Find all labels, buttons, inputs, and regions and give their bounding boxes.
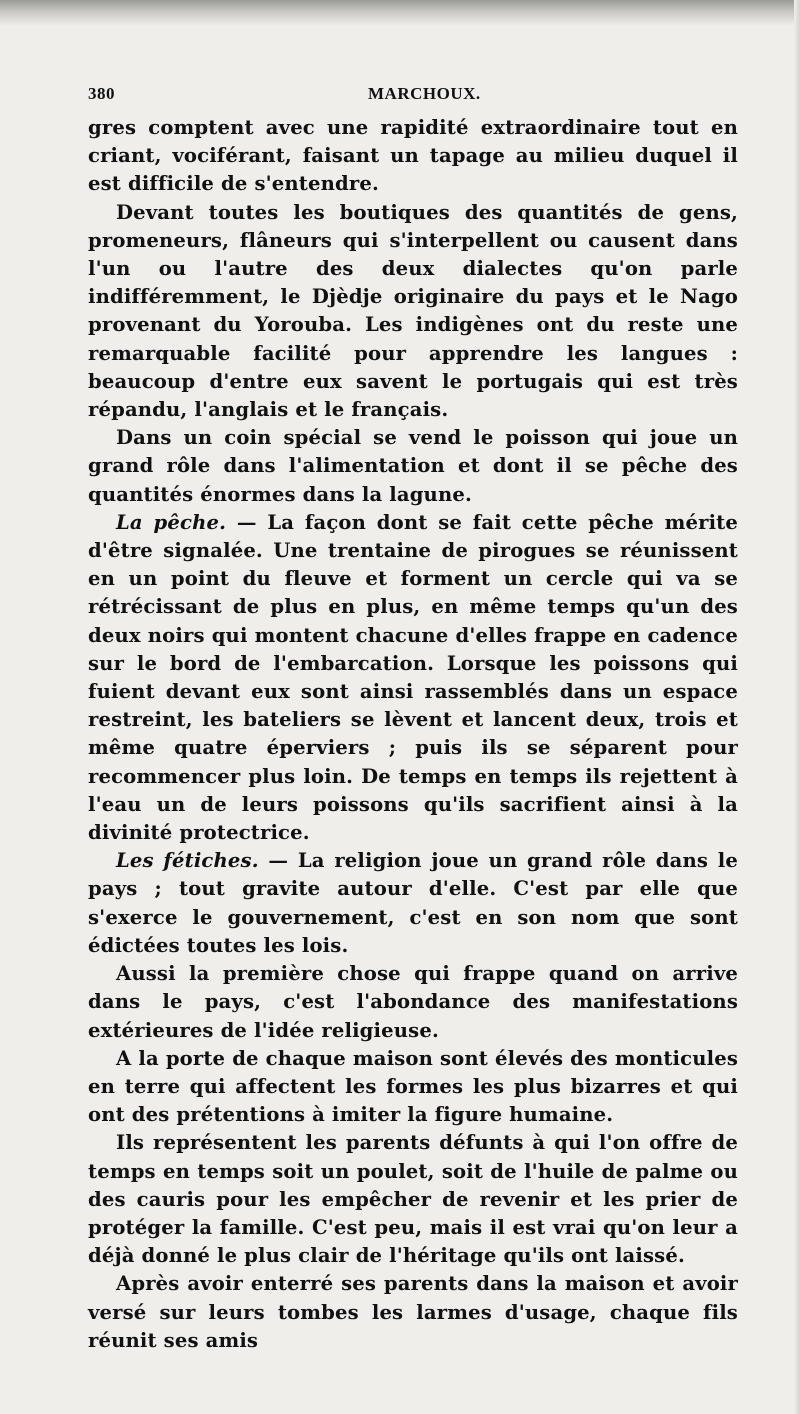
- paragraph-parents-defunts: [88, 1129, 738, 1270]
- paragraph-text: gres comptent avec une rapidité extraordinaire tout en criant, vociférant, faisant un tapage au milieu duquel il est difficile de s'entendre.: [88, 116, 738, 196]
- paragraph-text: — La religion joue un grand rôle dans le pays ; tout gravite autour d'elle. C'est par elle que s'exerce le gouvernement, c'est en son nom que sont édictées toutes les lois.: [88, 849, 738, 957]
- paragraph-premiere-chose: [88, 960, 738, 1045]
- running-head: [88, 84, 738, 112]
- paragraph-boutiques: [88, 199, 738, 425]
- paragraph-la-peche: [88, 509, 738, 847]
- paragraph-continuation: [88, 114, 738, 199]
- scan-top-shadow: [0, 0, 800, 26]
- paragraph-text: A la porte de chaque maison sont élevés des monticules en terre qui affectent les formes les plus bizarres et qui ont des prétentions à imiter la figure humaine.: [88, 1046, 738, 1127]
- section-rubric: La pêche.: [116, 510, 227, 534]
- paragraph-text: Après avoir enterré ses parents dans la maison et avoir versé sur leurs tombes les larmes d'usage, chaque fils réunit ses amis: [88, 1272, 738, 1352]
- section-rubric: Les fétiches.: [116, 849, 259, 873]
- paragraph-text: Dans un coin spécial se vend le poisson qui joue un grand rôle dans l'alimentation et dont il se pêche des quantités énormes dans la lagune.: [88, 426, 738, 506]
- paragraph-text: Ils représentent les parents défunts à qui l'on offre de temps en temps soit un poulet, soit de l'huile de palme ou des cauris pour les empêcher de revenir et les prier de protéger la famille. C'est peu, mais il est vrai qu'on leur a déjà donné le plus clair de l'héritage qu'ils ont laissé.: [88, 1131, 738, 1268]
- paragraph-text: Devant toutes les boutiques des quantités de gens, promeneurs, flâneurs qui s'interpellent ou causent dans l'un ou l'autre des deux dialectes qu'on parle indifféremment, le Djèdje originaire du pays et le Nago provenant du Yorouba. Les indigènes ont du reste une remarquable facilité pour apprendre les langues : beaucoup d'entre eux savent le portugais qui est très répandu, l'anglais et le français.: [88, 200, 738, 422]
- paragraph-les-fetiches: [88, 847, 738, 960]
- paragraph-text: — La façon dont se fait cette pêche mérite d'être signalée. Une trentaine de pirogues se réunissent en un point du fleuve et forment un cercle qui va se rétrécissant de plus en plus, en même temps qu'un des deux noirs qui montent chacune d'elles frappe en cadence sur le bord de l'embarcation. Lorsque les poissons qui fuient devant eux sont ainsi rassemblés dans un espace restreint, les bateliers se lèvent et lancent deux, trois et même quatre éperviers ; puis ils se séparent pour recommencer plus loin. De temps en temps ils rejettent à l'eau un de leurs poissons qu'ils sacrifient ainsi à la divinité protectrice.: [88, 510, 738, 845]
- paragraph-poisson: [88, 424, 738, 509]
- body-text: [88, 114, 738, 1355]
- paragraph-text: Aussi la première chose qui frappe quand on arrive dans le pays, c'est l'abondance des manifestations extérieures de l'idée religieuse.: [88, 962, 738, 1042]
- paragraph-apres-avoir: [88, 1270, 738, 1355]
- paragraph-monticules: [88, 1045, 738, 1130]
- book-page: [88, 84, 738, 1355]
- running-title: MARCHOUX.: [368, 84, 481, 103]
- page-number: 380: [88, 84, 115, 103]
- scan-right-edge: [794, 0, 800, 1414]
